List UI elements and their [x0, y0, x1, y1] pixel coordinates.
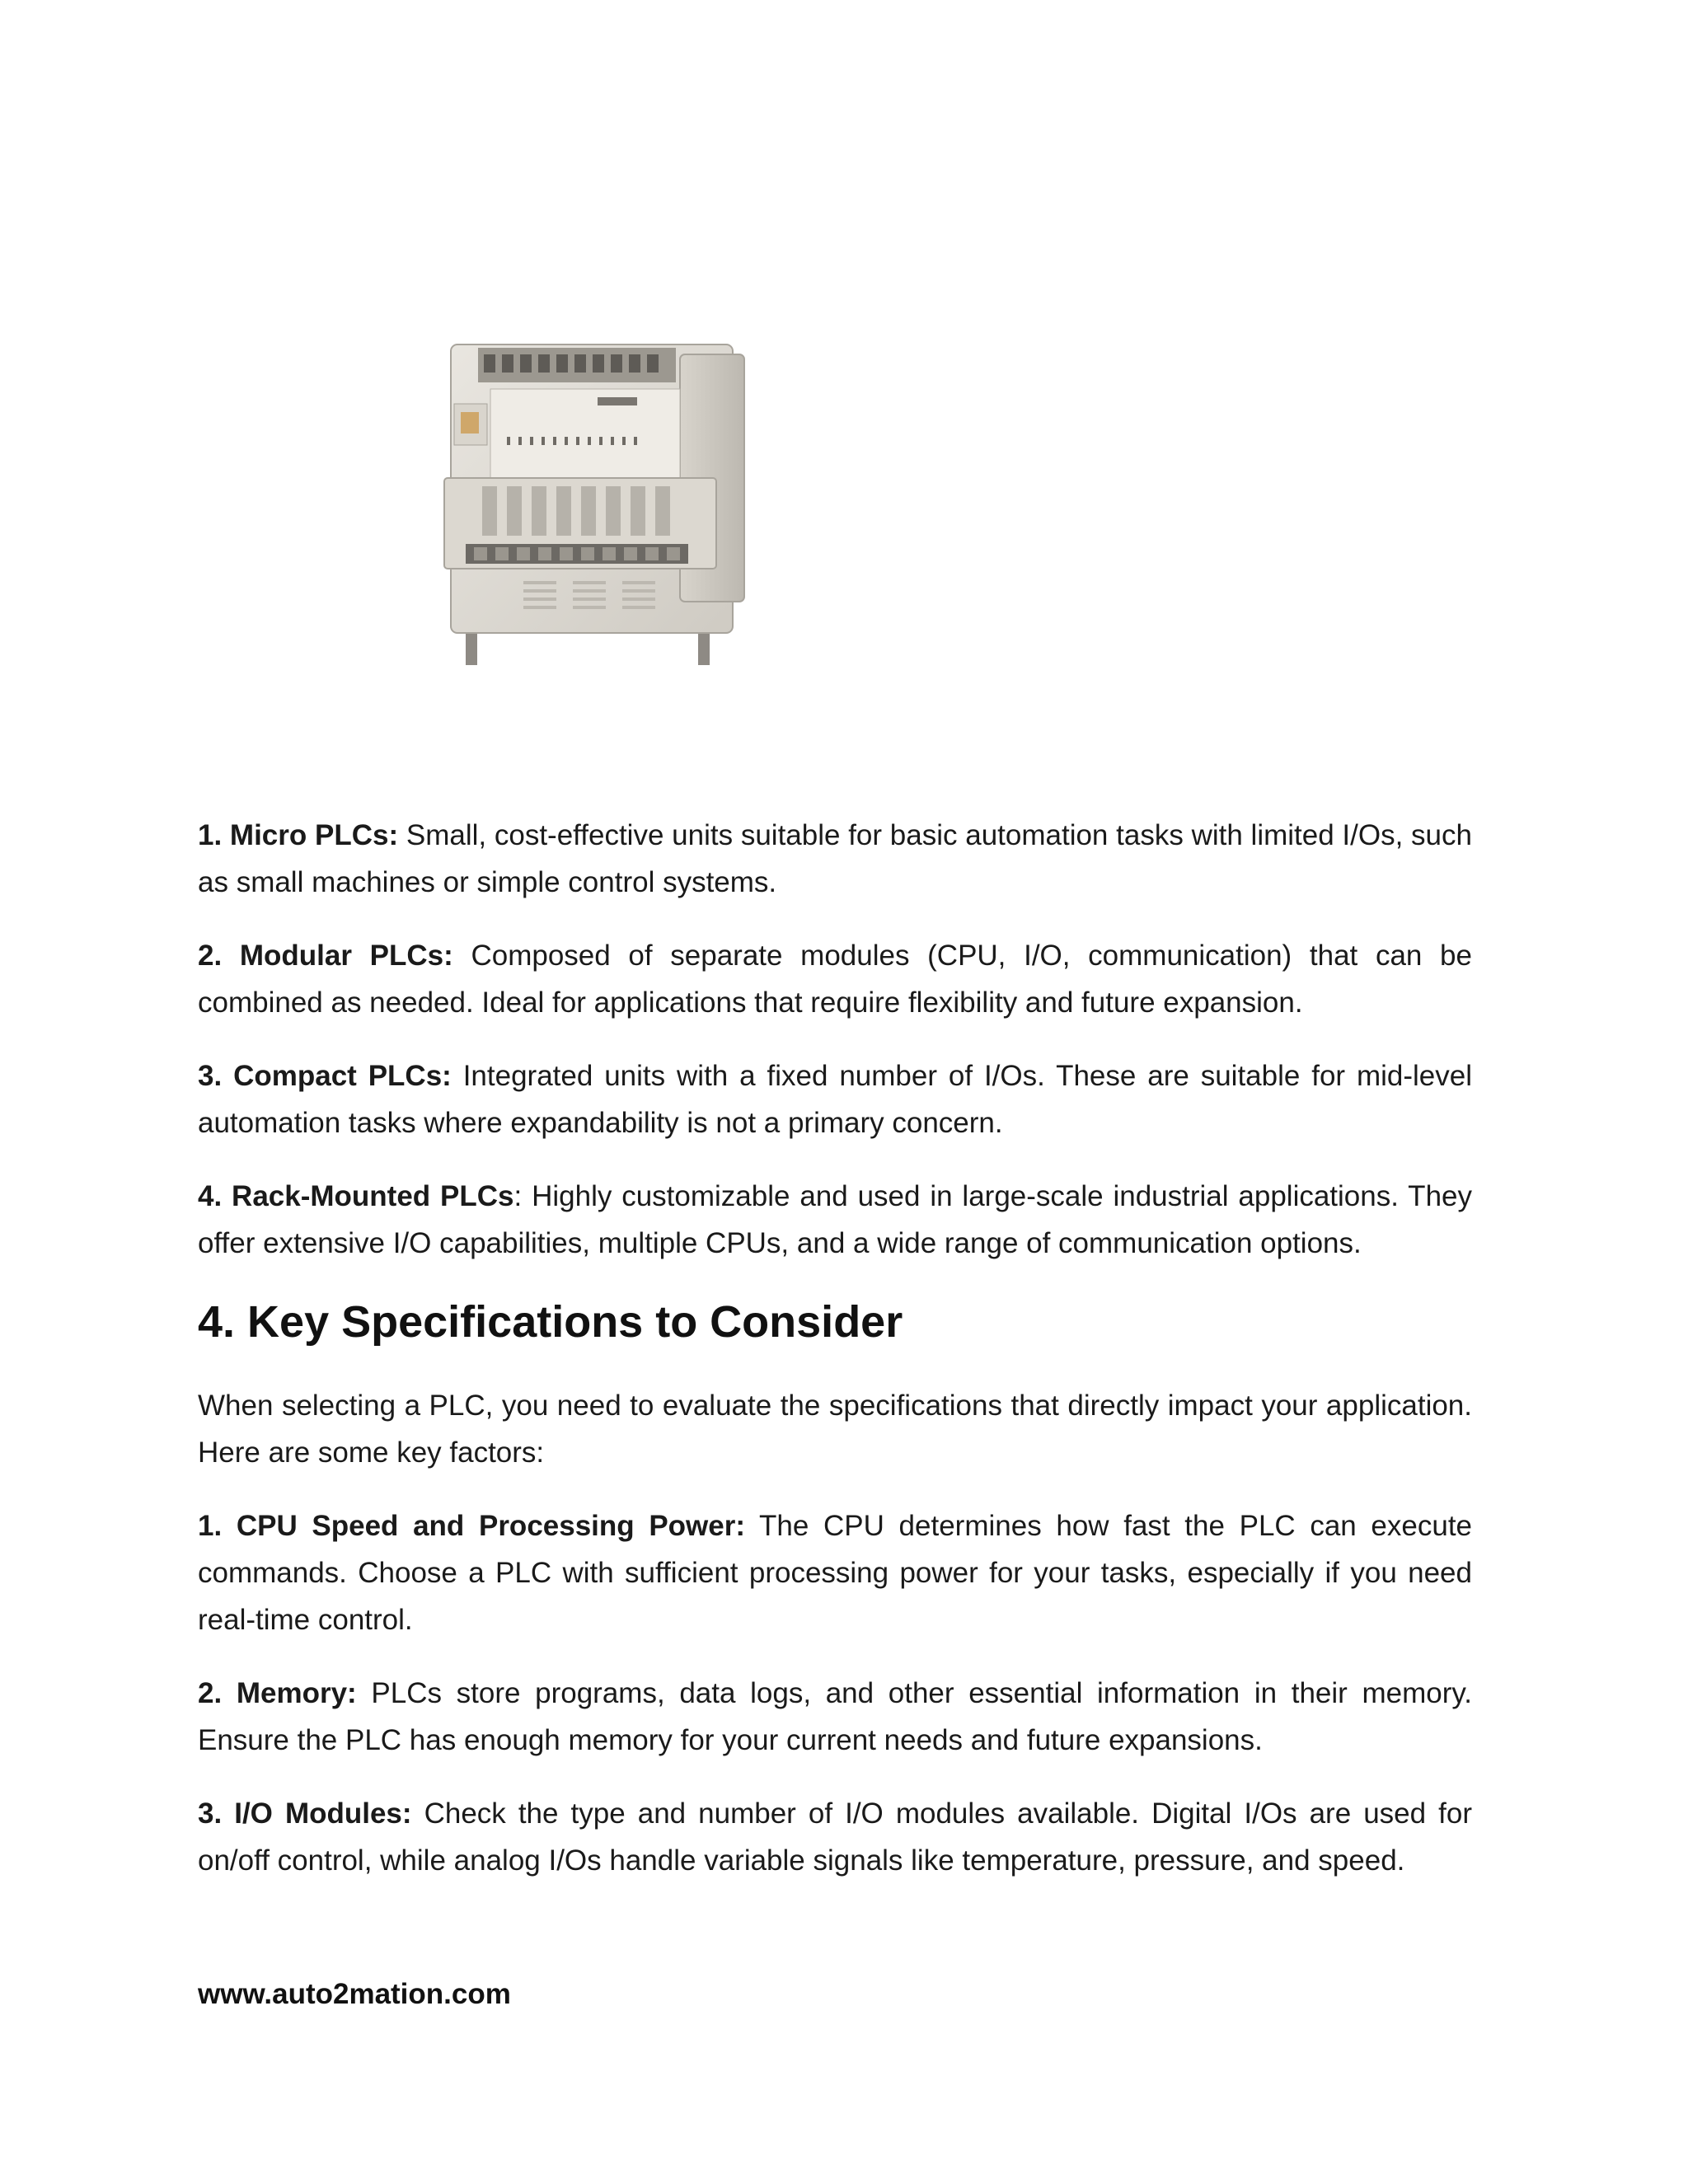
plc-controller-image — [433, 338, 795, 676]
item-title: 4. Rack-Mounted PLCs — [198, 1180, 514, 1212]
spec-io-modules — [198, 1790, 1472, 1884]
plc-type-modular — [198, 932, 1472, 1026]
item-text: The CPU determines how fast the PLC can execute commands. Choose a PLC with sufficient processing power for your tasks, especially if you need real-time control. — [198, 1510, 1473, 1636]
plc-type-micro — [198, 812, 1472, 906]
item-title: 2. Memory: — [198, 1677, 357, 1709]
footer-url: www.auto2mation.com — [198, 1978, 511, 2010]
item-title: 3. Compact PLCs: — [198, 1060, 452, 1092]
plc-type-rack-mounted — [198, 1173, 1472, 1267]
section-intro: When selecting a PLC, you need to evaluate the specifications that directly impact your application. Here are some key factors: — [198, 1390, 1472, 1469]
item-text: PLCs store programs, data logs, and other essential information in their memory. Ensure the PLC has enough memory for your current needs and future expansions. — [198, 1677, 1472, 1756]
section-heading: 4. Key Specifications to Consider — [198, 1297, 903, 1347]
item-title: 2. Modular PLCs: — [198, 940, 453, 972]
main-content — [198, 812, 1472, 1910]
item-text: Composed of separate modules (CPU, I/O, communication) that can be combined as needed. Ideal for applications that require flexibility and future expansion. — [198, 940, 1472, 1019]
spec-memory — [198, 1670, 1472, 1764]
spec-cpu — [198, 1502, 1472, 1643]
item-text: : Highly customizable and used in large-scale industrial applications. They offer extensive I/O capabilities, multiple CPUs, and a wide range of communication options. — [198, 1180, 1472, 1259]
item-title: 1. Micro PLCs: — [198, 819, 399, 851]
item-title: 3. I/O Modules: — [198, 1797, 412, 1830]
plc-type-compact — [198, 1052, 1472, 1146]
item-text: Small, cost-effective units suitable for basic automation tasks with limited I/Os, such as small machines or simple control systems. — [198, 819, 1472, 898]
item-text: Check the type and number of I/O modules available. Digital I/Os are used for on/off control, while analog I/Os handle variable signals like temperature, pressure, and speed. — [198, 1797, 1472, 1877]
item-text: Integrated units with a fixed number of I/Os. These are suitable for mid-level automation tasks where expandability is not a primary concern. — [198, 1060, 1473, 1139]
item-title: 1. CPU Speed and Processing Power: — [198, 1510, 746, 1542]
